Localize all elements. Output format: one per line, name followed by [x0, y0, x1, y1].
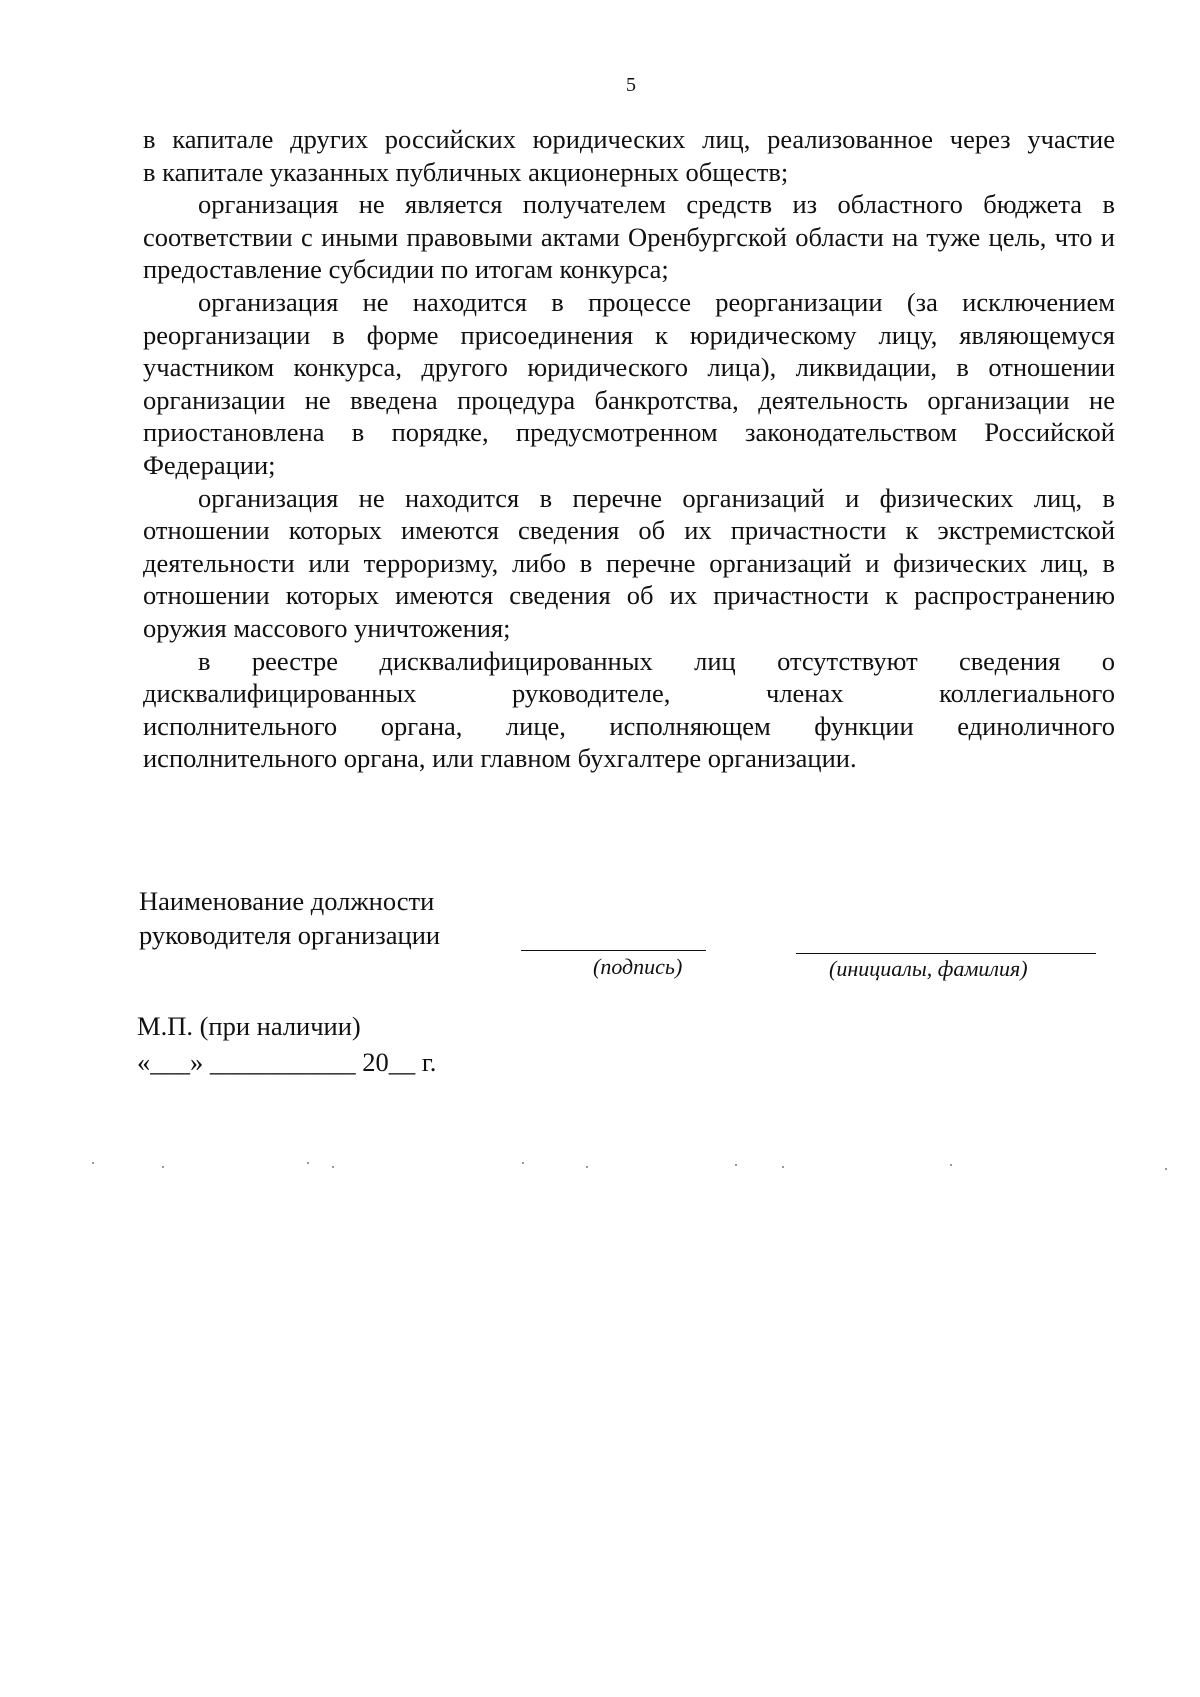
paragraph-1 — [143, 123, 1115, 188]
scan-dot — [332, 1166, 334, 1168]
stamp-block — [137, 1008, 436, 1080]
name-line — [796, 953, 1096, 954]
paragraph-5-line-3: исполнительного органа, лице, исполняющем функции единоличного — [143, 710, 1115, 741]
scan-artifacts — [0, 1150, 1200, 1170]
scan-dot — [307, 1162, 309, 1164]
paragraph-5 — [143, 645, 1115, 775]
paragraph-1-line-1: в капитале других российских юридических лиц, реализованное через участие — [143, 124, 1115, 154]
paragraph-4: организация не находится в перечне организаций и физических лиц, в отношении которых имеются сведения об их причастности к экстремистской деятельности или терроризму, либо в перечне организаций и физических лиц, в отношении которых имеются сведения об их причастности к распространению оружия массового уничтожения; — [143, 482, 1115, 643]
scan-dot — [950, 1164, 952, 1166]
scan-dot — [782, 1166, 784, 1168]
position-title-line-1: Наименование должности — [139, 886, 435, 916]
document-body — [143, 123, 1115, 775]
page-number: 5 — [626, 74, 636, 96]
position-title-line-2: руководителя организации — [139, 920, 441, 950]
stamp-label: М.П. (при наличии) — [137, 1011, 361, 1041]
paragraph-5-line-2: дисквалифицированных руководителе, членах коллегиального — [143, 678, 1115, 709]
paragraph-3: организация не находится в процессе реорганизации (за исключением реорганизации в форме присоединения к юридическому лицу, являющемуся участником конкурса, другого юридического лица), ликвидации, в отношении организации не введена процедура банкротства, деятельность организации не приостановлена в порядке, предусмотренном законодательством Российской Федерации; — [143, 286, 1115, 480]
scan-dot — [522, 1162, 524, 1164]
paragraph-1-line-2: в капитале указанных публичных акционерных обществ; — [143, 156, 789, 187]
scan-dot — [1165, 1168, 1167, 1170]
scan-dot — [92, 1162, 94, 1164]
paragraph-5-line-1: в реестре дисквалифицированных лиц отсутствуют сведения о — [198, 645, 1115, 676]
paragraph-5-line-4: исполнительного органа, или главном бухгалтере организации. — [143, 743, 857, 774]
scan-dot — [586, 1166, 588, 1168]
name-caption: (инициалы, фамилия) — [829, 956, 1028, 981]
signature-caption: (подпись) — [593, 954, 683, 979]
scan-dot — [735, 1164, 737, 1166]
position-title — [139, 884, 440, 952]
date-line: «___» ___________ 20__ г. — [137, 1047, 437, 1077]
scan-dot — [162, 1166, 164, 1168]
signature-line — [521, 950, 706, 951]
paragraph-2: организация не является получателем средств из областного бюджета в соответствии с иными правовыми актами Оренбургской области на туже цель, что и предоставление субсидии по итогам конкурса; — [143, 189, 1115, 285]
